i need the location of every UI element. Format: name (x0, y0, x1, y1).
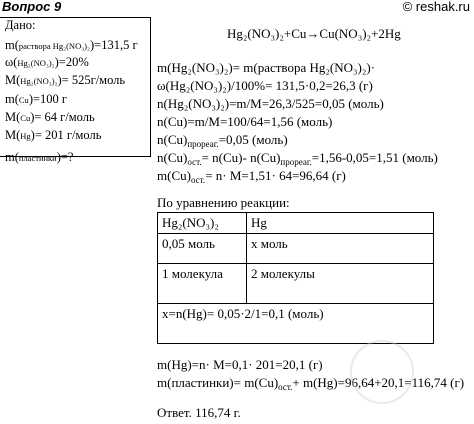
final-line: m(Hg)=n· M=0,1· 201=20,1 (г) (157, 357, 323, 372)
solution-line: n(Hg₂(NO₃)₂)=m/M=26,3/525=0,05 (моль) (157, 96, 384, 111)
by-equation-label: По уравнению реакции: (157, 195, 290, 210)
solution-line: ω(Hg₂(NO₃)₂)/100%= 131,5·0,2=26,3 (г) (157, 78, 373, 93)
table-cell: 0,05 моль (158, 234, 247, 264)
ratio-table (157, 212, 434, 344)
table-header: Hg (247, 213, 434, 234)
solution-line: $n(Cu)_{ост.}= n(Cu)-$ $n(Cu)_{прореаг.}=1,56-0,05=1,51$ (моль) (157, 150, 438, 167)
table-header: Hg₂(NO₃)₂ (158, 213, 247, 234)
given-line: M(Hg)= 201 г/моль (5, 128, 102, 142)
solution-line: m(Hg₂(NO₃)₂)= m(раствора Hg₂(NO₃)₂)· (157, 60, 376, 75)
given-label: Дано: (5, 18, 36, 32)
given-line: M(Hg₂(NO₃)₂)= 525г/моль (5, 73, 126, 87)
question-title: Вопрос 9 (2, 0, 62, 14)
header-bar (0, 0, 474, 17)
table-result: x=n(Hg)= 0,05·2/1=0,1 (моль) (158, 304, 434, 344)
given-line: m(раствора Hg₂(NO₃)₂)=131,5 г (5, 38, 138, 52)
given-line: M(Cu)= 64 г/моль (5, 110, 95, 124)
find-line: m(пластинки)=? (5, 150, 74, 164)
solution-line: $n(Cu)_{прореаг.}=0,05$ (моль) (157, 132, 288, 149)
reaction-equation: Hg₂(NO₃)₂+Cu→Cu(NO₃)₂+2Hg (227, 26, 401, 41)
site-label: © reshak.ru (402, 0, 470, 14)
solution-line: n(Cu)=m/M=100/64=1,56 (моль) (157, 114, 333, 129)
answer-line: Ответ. 116,74 г. (157, 405, 241, 420)
given-line: ω(Hg₂(NO₃)₂)=20% (5, 55, 89, 69)
table-cell: 2 молекулы (247, 264, 434, 304)
table-cell: 1 молекула (158, 264, 247, 304)
table-cell: х моль (247, 234, 434, 264)
solution-line: $m(Cu)_{ост.}= n\cdot M=1,51\cdot 64=96,64$ (г) (157, 168, 346, 185)
given-panel (0, 17, 151, 157)
given-line: m(Cu)=100 г (5, 92, 68, 106)
watermark-seal (350, 340, 414, 404)
final-line: m(пластинки)= $m(Cu)_{ост.}+ m(Hg)=96,64+20,1=116,74$ (г) (157, 375, 465, 392)
